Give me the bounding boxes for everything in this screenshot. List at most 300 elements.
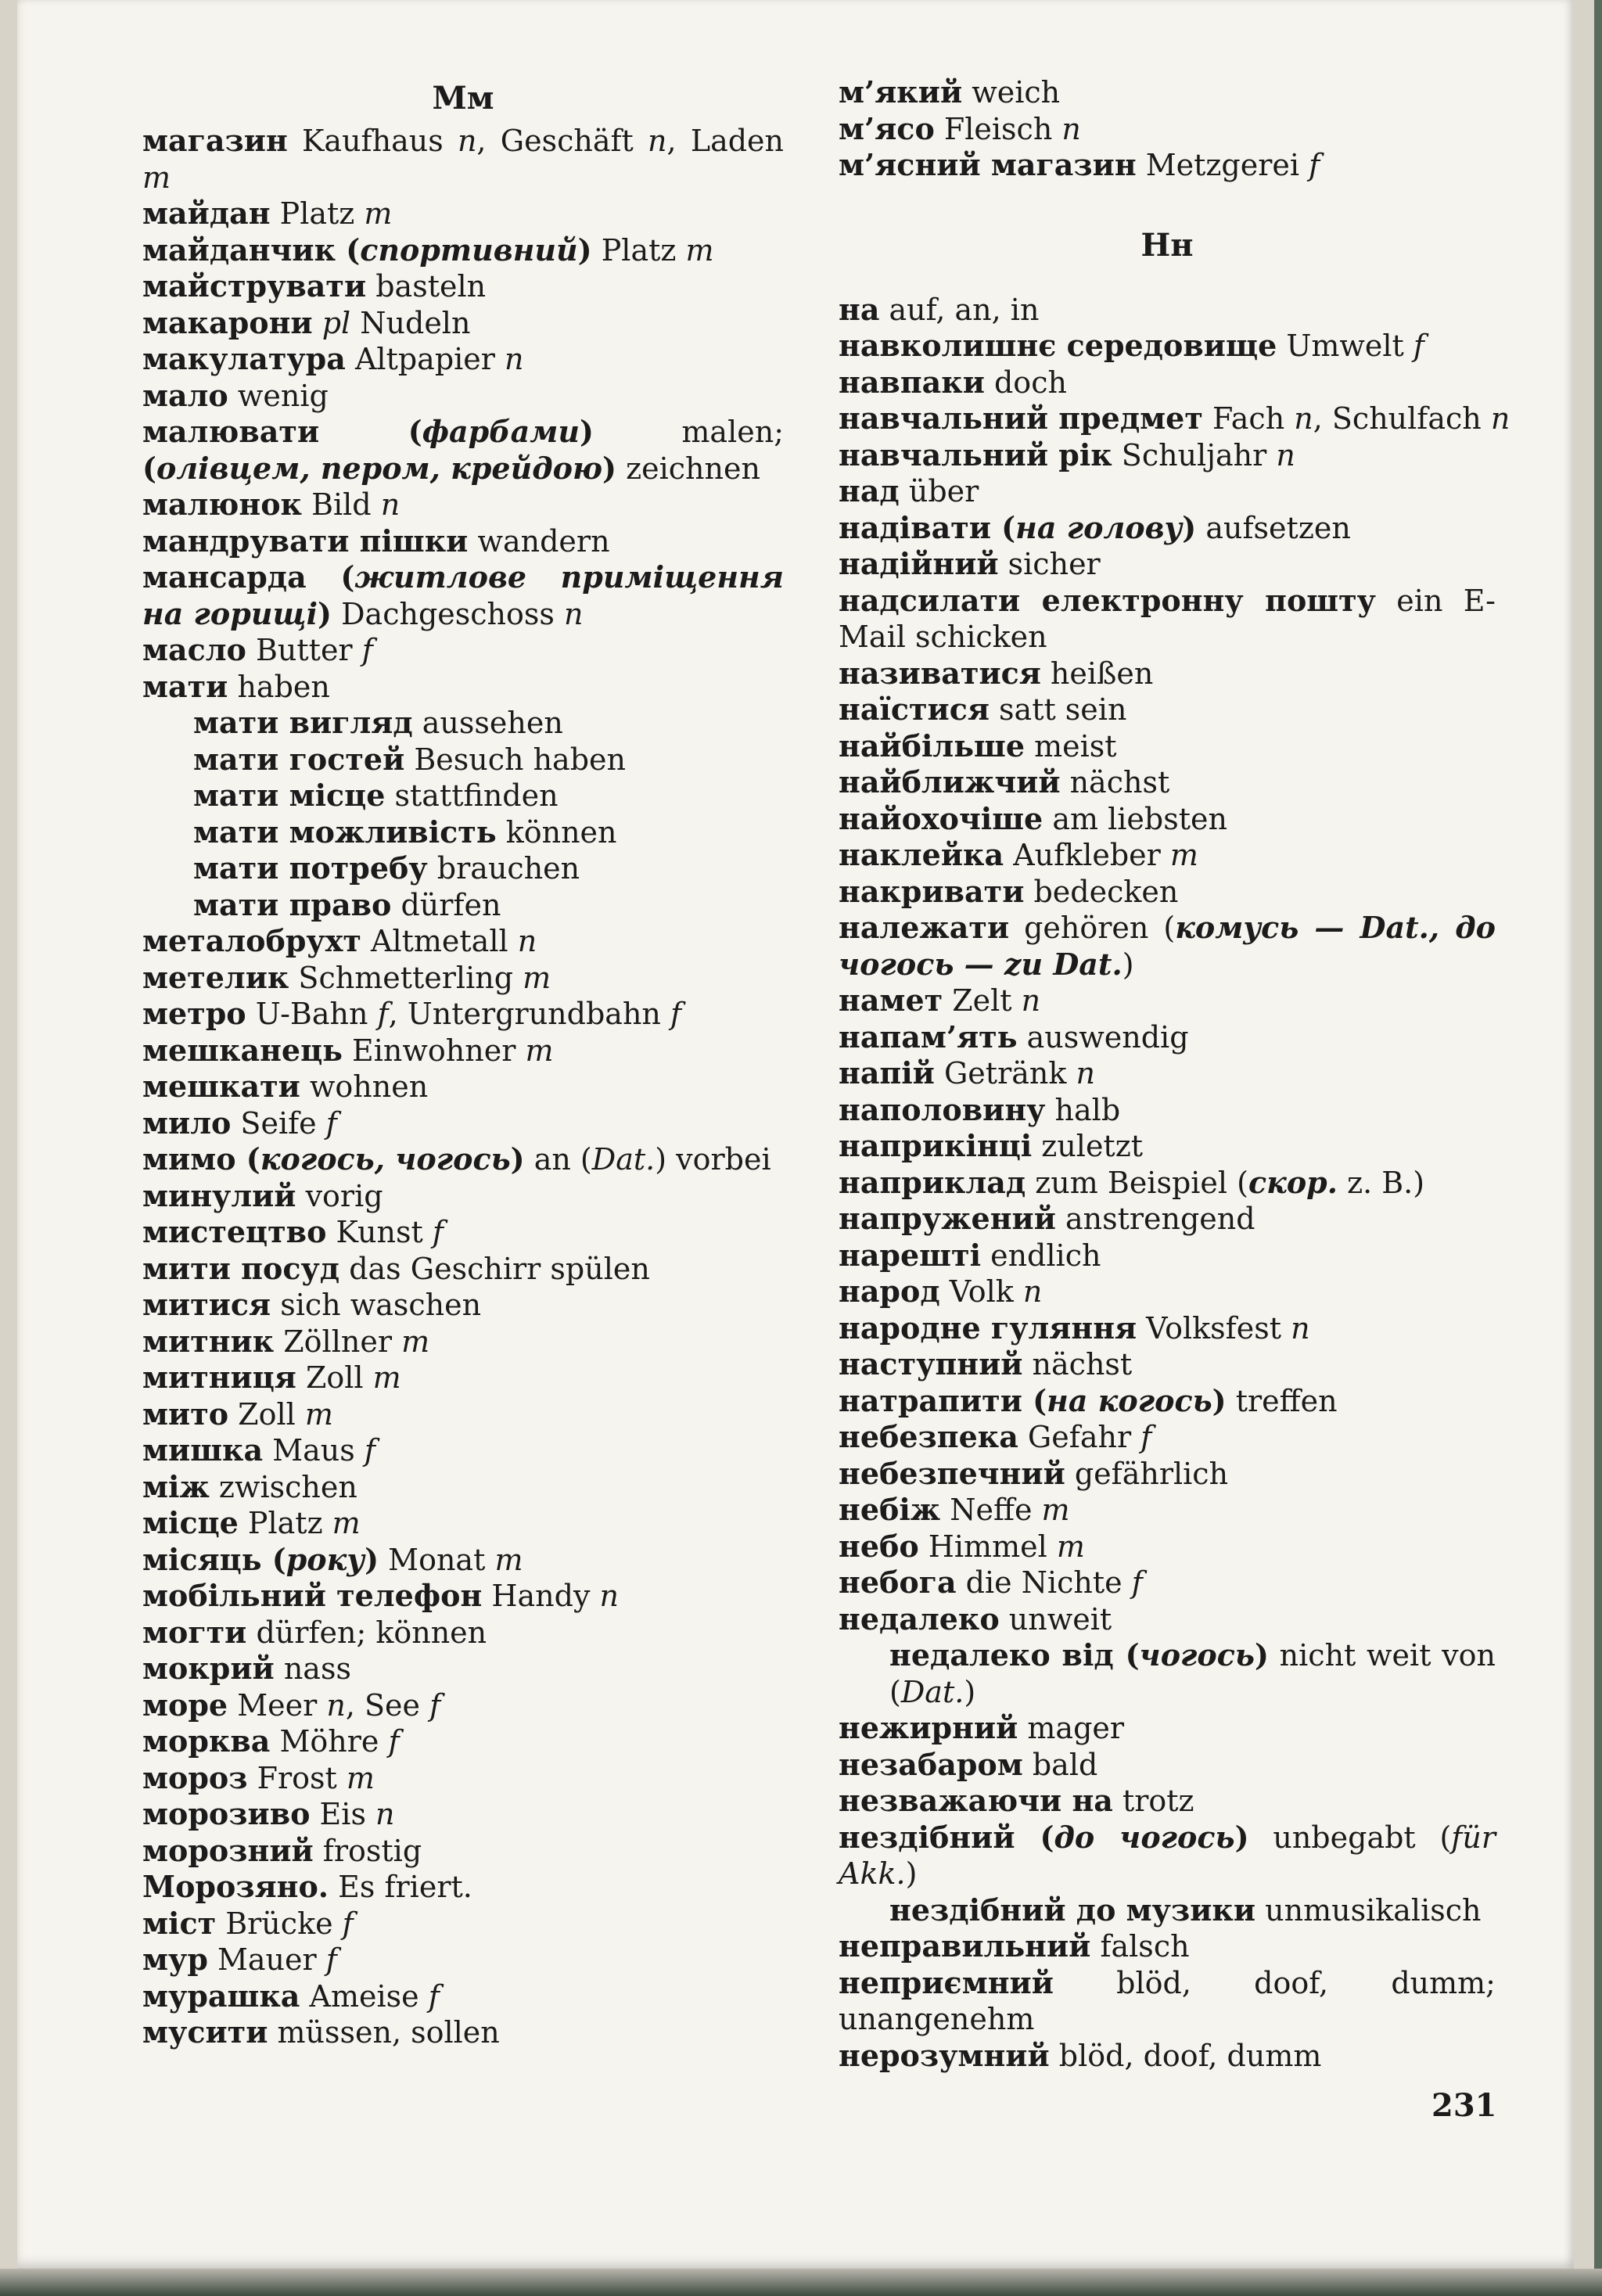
translation: ein E-Mail schicken <box>839 583 1496 654</box>
headword: мимо ( <box>142 1141 260 1177</box>
book-spine-edge <box>1594 0 1602 2296</box>
headword: небіж <box>839 1492 941 1527</box>
section-n <box>839 221 1510 2075</box>
dictionary-entry <box>839 328 1496 365</box>
translation: Seife <box>231 1105 326 1141</box>
grammar-label: m <box>346 1760 375 1795</box>
headword: майданчик ( <box>142 232 361 268</box>
dictionary-entry <box>142 414 784 487</box>
headword: наїстися <box>839 692 990 727</box>
dictionary-entry <box>142 268 784 305</box>
grammar-label: n <box>457 124 477 158</box>
translation: Brücke <box>216 1906 343 1941</box>
dictionary-entry <box>839 365 1496 401</box>
headword: мати вигляд <box>193 705 413 740</box>
headword: майструвати <box>142 268 367 304</box>
translation: ) <box>905 1856 918 1891</box>
headword: небезпека <box>839 1419 1018 1454</box>
translation: Zoll <box>296 1360 373 1395</box>
dictionary-entry <box>839 837 1496 874</box>
translation: auswendig <box>1017 1019 1189 1055</box>
grammar-label: f <box>1413 329 1424 363</box>
headword: магазин <box>142 123 288 158</box>
translation: bedecken <box>1024 874 1179 909</box>
translation: das Geschirr spülen <box>339 1251 650 1286</box>
dictionary-entry <box>142 196 784 232</box>
dictionary-entry <box>839 1092 1496 1129</box>
grammar-label: f <box>342 1906 354 1941</box>
headword: метелик <box>142 959 289 995</box>
dictionary-entry <box>142 1869 784 1906</box>
translation: Kunst <box>326 1215 433 1249</box>
grammar-label: m <box>364 196 393 231</box>
translation: brauchen <box>427 851 580 886</box>
dictionary-entry <box>839 1383 1496 1420</box>
grammar-label: n <box>375 1797 395 1831</box>
dictionary-entry <box>142 1833 784 1870</box>
translation: Altmetall <box>361 924 518 958</box>
grammar-label: m <box>1041 1493 1070 1527</box>
headword: мишка <box>142 1432 264 1468</box>
dictionary-subentry <box>839 1892 1496 1929</box>
translation: sich waschen <box>271 1288 482 1322</box>
headword: мандрувати пішки <box>142 523 469 559</box>
headword: митник <box>142 1323 275 1359</box>
dictionary-entry <box>142 996 784 1033</box>
headword: м’ясний магазин <box>839 147 1137 182</box>
dictionary-entry <box>142 1432 784 1469</box>
grammar-label: n <box>505 342 524 376</box>
headword: найбільше <box>839 728 1025 764</box>
dictionary-subentry <box>142 705 784 742</box>
translation: heißen <box>1040 656 1154 691</box>
translation: zwischen <box>209 1469 357 1504</box>
translation: aufsetzen <box>1196 510 1351 545</box>
dictionary-entry <box>839 1346 1496 1383</box>
right-column <box>839 0 1510 2074</box>
translation: Getränk <box>934 1056 1076 1091</box>
translation: Himmel <box>918 1529 1057 1564</box>
dictionary-entry <box>142 1178 784 1215</box>
grammar-label: m <box>685 232 714 268</box>
dictionary-entry <box>142 559 784 632</box>
headword: нерозумний <box>839 2037 1050 2073</box>
dictionary-entry <box>142 341 784 378</box>
dictionary-entry <box>839 1565 1496 1601</box>
headword: ) <box>1234 1819 1249 1855</box>
translation: Monat <box>379 1542 495 1577</box>
translation: Platz <box>591 232 686 268</box>
dictionary-entry <box>142 1324 784 1360</box>
headword: наприклад <box>839 1164 1026 1200</box>
grammar-label: n <box>1490 401 1510 436</box>
translation: treffen <box>1226 1383 1338 1418</box>
translation: blöd, doof, dumm; unangenehm <box>839 1965 1496 2036</box>
headword: макулатура <box>142 341 346 376</box>
dictionary-entry <box>142 960 784 997</box>
dictionary-entry <box>142 1615 784 1651</box>
headword: мансарда ( <box>142 559 355 595</box>
headword: ) <box>510 1141 525 1177</box>
headword: нездібний до музики <box>889 1892 1256 1928</box>
dictionary-entry <box>839 1019 1496 1056</box>
headword: мати місце <box>193 778 386 813</box>
translation: müssen, sollen <box>268 2015 500 2050</box>
headword: митниця <box>142 1360 296 1395</box>
translation: Möhre <box>270 1724 389 1759</box>
translation: trotz <box>1112 1784 1194 1818</box>
translation: satt sein <box>989 692 1127 727</box>
translation: über <box>899 474 979 508</box>
dictionary-entry <box>839 692 1496 728</box>
headword: мешканець <box>142 1032 343 1068</box>
grammar-label: f <box>670 997 682 1031</box>
translation: Fach <box>1202 401 1295 436</box>
dictionary-entry <box>839 1492 1496 1529</box>
headword: нездібний ( <box>839 1819 1054 1855</box>
headword: минулий <box>142 1177 296 1213</box>
dictionary-subentry <box>142 742 784 778</box>
translation: Altpapier <box>345 342 505 376</box>
dictionary-entry <box>142 523 784 560</box>
translation <box>313 306 322 340</box>
translation: unbegabt ( <box>1248 1820 1452 1855</box>
translation: Dachgeschoss <box>332 596 564 631</box>
dictionary-entry <box>142 1542 784 1579</box>
grammar-label: f <box>364 1433 375 1468</box>
grammar-label: f <box>1140 1420 1152 1454</box>
grammar-label: f <box>1309 148 1320 182</box>
headword: напружений <box>839 1201 1056 1236</box>
headword: ) <box>1182 509 1197 545</box>
headword: метро <box>142 996 246 1031</box>
grammar-label: n <box>1276 437 1295 472</box>
translation: Eis <box>310 1797 376 1831</box>
dictionary-entry <box>142 1942 784 1978</box>
usage-note: скор. <box>1248 1164 1338 1200</box>
translation: Ameise <box>300 1978 429 2014</box>
headword: ) <box>602 450 617 486</box>
dictionary-entry <box>142 1469 784 1506</box>
translation: bald <box>1022 1747 1098 1782</box>
headword: ) <box>365 1541 379 1577</box>
headword: мобільний телефон <box>142 1578 483 1613</box>
translation: am liebsten <box>1043 801 1227 836</box>
grammar-label: pl <box>321 305 351 340</box>
headword: міст <box>142 1905 217 1941</box>
headword: малювати ( <box>142 414 422 449</box>
translation: zum Beispiel ( <box>1025 1165 1248 1200</box>
headword: наступний <box>839 1346 1023 1382</box>
dictionary-subentry <box>142 778 784 814</box>
page-number: 231 <box>1431 2087 1497 2124</box>
grammar-label: m <box>523 960 551 995</box>
translation: wenig <box>228 378 329 413</box>
translation: gefährlich <box>1065 1456 1229 1491</box>
translation: Metzgerei <box>1136 148 1309 182</box>
dictionary-entry <box>142 1214 784 1251</box>
dictionary-entry <box>839 874 1496 911</box>
grammar-label: n <box>380 487 400 522</box>
headword: надівати ( <box>839 509 1016 545</box>
dictionary-entry <box>839 1055 1496 1092</box>
entry-list-m-continued <box>839 74 1496 184</box>
dictionary-entry <box>142 123 784 196</box>
translation: anstrengend <box>1055 1202 1255 1236</box>
grammar-label: n <box>1294 401 1313 436</box>
grammar-label: n <box>1021 983 1041 1018</box>
headword: незважаючи на <box>839 1783 1113 1818</box>
dictionary-entry <box>839 111 1496 148</box>
dictionary-entry <box>839 1928 1496 1965</box>
dictionary-entry <box>839 546 1496 583</box>
dictionary-entry <box>839 1456 1496 1493</box>
dictionary-entry <box>142 1141 784 1178</box>
section-heading-n: Нн <box>1140 226 1194 264</box>
translation: nass <box>274 1651 351 1686</box>
grammar-label: Dat. <box>591 1142 656 1177</box>
headword: над <box>839 473 900 508</box>
dictionary-entry <box>142 1651 784 1687</box>
usage-note: на когось <box>1047 1382 1212 1418</box>
translation: wohnen <box>300 1069 429 1104</box>
headword: народне гуляння <box>839 1310 1137 1346</box>
translation: nicht weit von ( <box>889 1638 1496 1709</box>
headword: місяць ( <box>142 1541 286 1577</box>
entry-list-n <box>839 291 1510 2075</box>
translation: Schmetterling <box>289 960 523 995</box>
translation: Platz <box>238 1506 332 1540</box>
headword: накривати <box>839 873 1025 909</box>
headword: надсилати електронну пошту <box>839 582 1376 618</box>
headword: народ <box>839 1274 940 1309</box>
headword: малюнок <box>142 487 302 522</box>
dictionary-entry <box>839 656 1496 692</box>
translation: Besuch haben <box>404 742 626 777</box>
grammar-label: n <box>564 596 584 631</box>
translation: Volksfest <box>1137 1310 1291 1346</box>
translation: halb <box>1045 1092 1121 1127</box>
section-heading-m: Мм <box>432 80 494 117</box>
dictionary-entry <box>839 1529 1496 1565</box>
headword: мистецтво <box>142 1214 327 1249</box>
headword: морква <box>142 1723 271 1759</box>
grammar-label: m <box>372 1360 401 1395</box>
translation: weich <box>962 75 1061 110</box>
translation: nächst <box>1022 1347 1133 1382</box>
grammar-label: n <box>1076 1056 1095 1091</box>
dictionary-entry <box>142 2014 784 2051</box>
dictionary-entry <box>839 1128 1496 1165</box>
headword: могти <box>142 1614 247 1650</box>
headword: мур <box>142 1942 208 1977</box>
dictionary-entry <box>142 1033 784 1069</box>
headword: місце <box>142 1505 239 1540</box>
headword: ) <box>318 595 332 631</box>
translation: Frost <box>247 1760 347 1795</box>
headword: натрапити ( <box>839 1382 1047 1418</box>
translation: malen; <box>593 415 784 449</box>
translation: Aufkleber <box>1004 838 1170 872</box>
headword: мати <box>142 668 228 704</box>
dictionary-entry <box>142 1978 784 2015</box>
dictionary-entry <box>839 473 1496 510</box>
dictionary-subentry <box>142 850 784 887</box>
headword: мешкати <box>142 1069 300 1104</box>
grammar-label: n <box>1061 111 1081 146</box>
headword: море <box>142 1687 228 1723</box>
translation: Platz <box>270 196 365 231</box>
dictionary-entry <box>839 2038 1496 2075</box>
translation: ) <box>1122 947 1134 982</box>
dictionary-subentry <box>142 887 784 924</box>
translation: gehören ( <box>1009 911 1176 945</box>
dictionary-entry <box>142 378 784 415</box>
dictionary-entry <box>142 1687 784 1724</box>
dictionary-entry <box>839 801 1496 838</box>
headword: належати <box>839 910 1010 945</box>
translation: doch <box>984 365 1067 400</box>
grammar-label: m <box>142 160 171 195</box>
grammar-label: m <box>332 1506 361 1540</box>
dictionary-page <box>17 0 1574 2269</box>
headword: нарешті <box>839 1237 982 1273</box>
translation: Gefahr <box>1018 1420 1141 1454</box>
dictionary-entry <box>839 983 1496 1019</box>
headword: намет <box>839 983 943 1018</box>
grammar-label: f <box>325 1105 337 1141</box>
headword: називатися <box>839 655 1041 691</box>
dictionary-entry <box>142 1906 784 1942</box>
headword: надійний <box>839 546 999 581</box>
translation: die Nichte <box>956 1565 1132 1600</box>
translation: sicher <box>998 547 1101 581</box>
translation: mager <box>1018 1711 1125 1745</box>
translation: dürfen <box>391 887 501 922</box>
headword: мурашка <box>142 1978 300 2014</box>
dictionary-entry <box>839 1783 1496 1820</box>
translation: nächst <box>1060 765 1170 799</box>
translation: auf, an, in <box>879 292 1040 327</box>
dictionary-entry <box>839 764 1496 801</box>
headword: масло <box>142 632 246 667</box>
headword: м’ясо <box>839 110 935 146</box>
dictionary-entry <box>142 1251 784 1288</box>
translation: blöd, doof, dumm <box>1049 2038 1322 2073</box>
headword: мило <box>142 1105 232 1141</box>
translation: Bild <box>302 487 381 522</box>
dictionary-entry <box>142 1287 784 1324</box>
headword: мало <box>142 377 228 413</box>
translation: Einwohner <box>342 1033 526 1068</box>
headword: найохочіше <box>839 800 1043 836</box>
grammar-label: für Akk. <box>839 1820 1496 1891</box>
translation: Butter <box>246 633 362 667</box>
dictionary-entry <box>839 401 1510 437</box>
dictionary-entry <box>142 1505 784 1542</box>
headword: ) <box>579 414 594 449</box>
dictionary-entry <box>142 1796 784 1833</box>
translation: Zoll <box>228 1396 305 1432</box>
translation: aussehen <box>412 706 563 740</box>
translation: zuletzt <box>1032 1129 1143 1163</box>
headword: ) <box>577 232 592 268</box>
dictionary-entry <box>839 437 1496 474</box>
dictionary-entry <box>839 910 1496 983</box>
headword: небо <box>839 1528 919 1564</box>
headword: навколишнє середовище <box>839 328 1277 363</box>
grammar-label: Dat. <box>900 1674 964 1709</box>
dictionary-entry <box>839 1710 1496 1747</box>
grammar-label: f <box>429 1687 441 1723</box>
grammar-label: f <box>325 1942 337 1977</box>
dictionary-entry <box>142 232 784 269</box>
translation: Mauer <box>207 1942 326 1977</box>
translation: Schuljahr <box>1112 437 1277 472</box>
translation: Kaufhaus <box>287 124 458 158</box>
translation: z. B.) <box>1337 1165 1425 1200</box>
translation: stattfinden <box>385 778 559 813</box>
dictionary-entry <box>839 1238 1496 1274</box>
dictionary-entry <box>142 1069 784 1105</box>
translation: unweit <box>999 1601 1112 1637</box>
headword: наклейка <box>839 837 1004 872</box>
headword: мокрий <box>142 1651 275 1686</box>
usage-note: на голову <box>1015 509 1183 545</box>
translation: Handy <box>482 1579 600 1613</box>
headword: неприємний <box>839 1964 1054 2000</box>
headword: митися <box>142 1287 271 1322</box>
grammar-label: f <box>1131 1565 1143 1600</box>
translation: Neffe <box>940 1493 1042 1527</box>
dictionary-subentry <box>142 814 784 851</box>
headword: наприкінці <box>839 1128 1033 1163</box>
dictionary-entry <box>142 632 784 669</box>
usage-note: року <box>286 1541 365 1577</box>
headword: металобрухт <box>142 923 361 958</box>
dictionary-entry <box>839 147 1496 184</box>
dictionary-entry <box>839 74 1496 111</box>
headword: наполовину <box>839 1091 1046 1127</box>
headword: макарони <box>142 304 313 340</box>
grammar-label: f <box>428 1978 440 2014</box>
headword: ) <box>1212 1382 1227 1418</box>
grammar-label: m <box>494 1542 523 1577</box>
usage-note: спортивний <box>360 232 578 268</box>
grammar-label: n <box>1022 1274 1043 1309</box>
dictionary-entry <box>839 1201 1496 1238</box>
dictionary-entry <box>839 1820 1496 1892</box>
translation: , Geschäft <box>476 124 648 158</box>
grammar-label: m <box>1056 1529 1085 1564</box>
usage-note: чогось <box>1139 1637 1255 1673</box>
translation: , Schulfach <box>1313 401 1491 436</box>
headword: мороз <box>142 1759 248 1795</box>
dictionary-entry <box>839 728 1496 765</box>
grammar-label: f <box>432 1215 444 1249</box>
translation: an ( <box>524 1142 592 1177</box>
usage-note: олівцем, пером, крейдою <box>156 450 603 486</box>
translation: zeichnen <box>616 451 760 486</box>
grammar-label: n <box>517 924 537 958</box>
dictionary-entry <box>839 583 1496 656</box>
usage-note: комусь — Dat., до чогось — zu Dat. <box>839 910 1496 982</box>
translation: , Untergrundbahn <box>388 997 670 1031</box>
headword: ( <box>142 450 156 486</box>
headword: майдан <box>142 196 271 231</box>
usage-note: до чогось <box>1054 1819 1235 1855</box>
headword: напам’ять <box>839 1019 1018 1055</box>
